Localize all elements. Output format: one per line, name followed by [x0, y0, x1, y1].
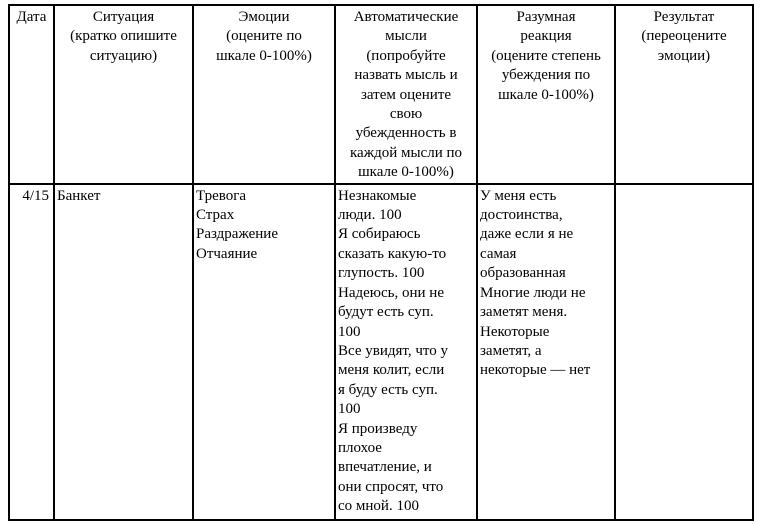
text-line: глупость. 100: [338, 265, 425, 282]
text-line: (попробуйте: [366, 47, 446, 64]
text-line: сказать какую-то: [338, 245, 447, 262]
text-line: Дата: [16, 9, 47, 25]
header-outcome: [615, 5, 753, 184]
text-line: (переоцените: [641, 28, 727, 45]
text-line: каждой мысли по: [349, 144, 462, 161]
text-line: (оцените по: [226, 28, 302, 45]
cell-situation: [54, 184, 193, 520]
text-line: даже если я не: [480, 226, 574, 243]
text-line: со мной. 100: [338, 498, 419, 515]
text-line: реакция: [520, 28, 572, 45]
text-line: Эмоции: [238, 9, 290, 25]
text-line: мысли: [385, 28, 427, 45]
text-line: некоторые — нет: [480, 362, 591, 379]
text-line: плохое: [338, 439, 382, 456]
text-line: Многие люди не: [480, 284, 586, 301]
thought-record-table: [8, 4, 754, 521]
text-line: самая: [480, 245, 517, 262]
table-row: [9, 184, 753, 520]
text-line: (оцените степень: [491, 47, 601, 64]
text-line: шкале 0-100%): [358, 164, 454, 181]
text-line: затем оцените: [360, 86, 452, 103]
text-line: Страх: [196, 207, 235, 224]
text-line: 100: [338, 323, 361, 340]
text-line: Все увидят, что у: [338, 342, 448, 359]
header-row: [9, 5, 753, 184]
text-line: будут есть суп.: [338, 304, 434, 321]
text-line: свою: [389, 106, 423, 123]
text-line: Некоторые: [480, 323, 550, 340]
cell-emotions: [193, 184, 335, 520]
text-line: Раздражение: [196, 226, 278, 243]
text-line: Разумная: [516, 9, 576, 25]
text-line: Результат: [653, 9, 715, 25]
text-line: образованная: [480, 265, 566, 282]
text-line: Незнакомые: [338, 187, 417, 204]
text-line: (кратко опишите: [70, 28, 177, 45]
text-line: Тревога: [196, 187, 247, 204]
cell-date: [9, 184, 54, 520]
header-rational-response: [477, 5, 615, 184]
cell-automatic-thoughts: [335, 184, 477, 520]
cell-rational-response: [477, 184, 615, 520]
header-emotions: [193, 5, 335, 184]
text-line: впечатление, и: [338, 459, 432, 476]
text-line: Я собираюсь: [338, 226, 421, 243]
text-line: заметят, а: [480, 342, 542, 359]
text-line: 4/15: [22, 187, 49, 204]
text-line: Отчаяние: [196, 245, 258, 262]
text-line: эмоции): [657, 47, 711, 64]
text-line: У меня есть: [480, 187, 557, 204]
text-line: шкале 0-100%): [216, 47, 312, 64]
text-line: убеждения по: [501, 67, 591, 84]
text-line: шкале 0-100%): [498, 86, 594, 103]
text-line: ситуацию): [89, 47, 158, 64]
text-line: Автоматические: [353, 9, 459, 25]
text-line: Надеюсь, они не: [338, 284, 444, 301]
cell-outcome: [615, 184, 753, 520]
text-line: меня колит, если: [338, 362, 445, 379]
text-line: заметят меня.: [480, 304, 568, 321]
header-automatic-thoughts: [335, 5, 477, 184]
header-situation: [54, 5, 193, 184]
text-line: люди. 100: [338, 207, 402, 224]
text-line: они спросят, что: [338, 478, 444, 495]
text-line: назвать мысль и: [354, 67, 458, 84]
text-line: Я произведу: [338, 420, 418, 437]
text-line: 100: [338, 401, 361, 418]
text-line: я буду есть суп.: [338, 381, 438, 398]
header-date: [9, 5, 54, 184]
text-line: убежденность в: [355, 125, 457, 142]
text-line: Ситуация: [92, 9, 155, 25]
text-line: достоинства,: [480, 207, 563, 224]
text-line: Банкет: [57, 187, 101, 204]
